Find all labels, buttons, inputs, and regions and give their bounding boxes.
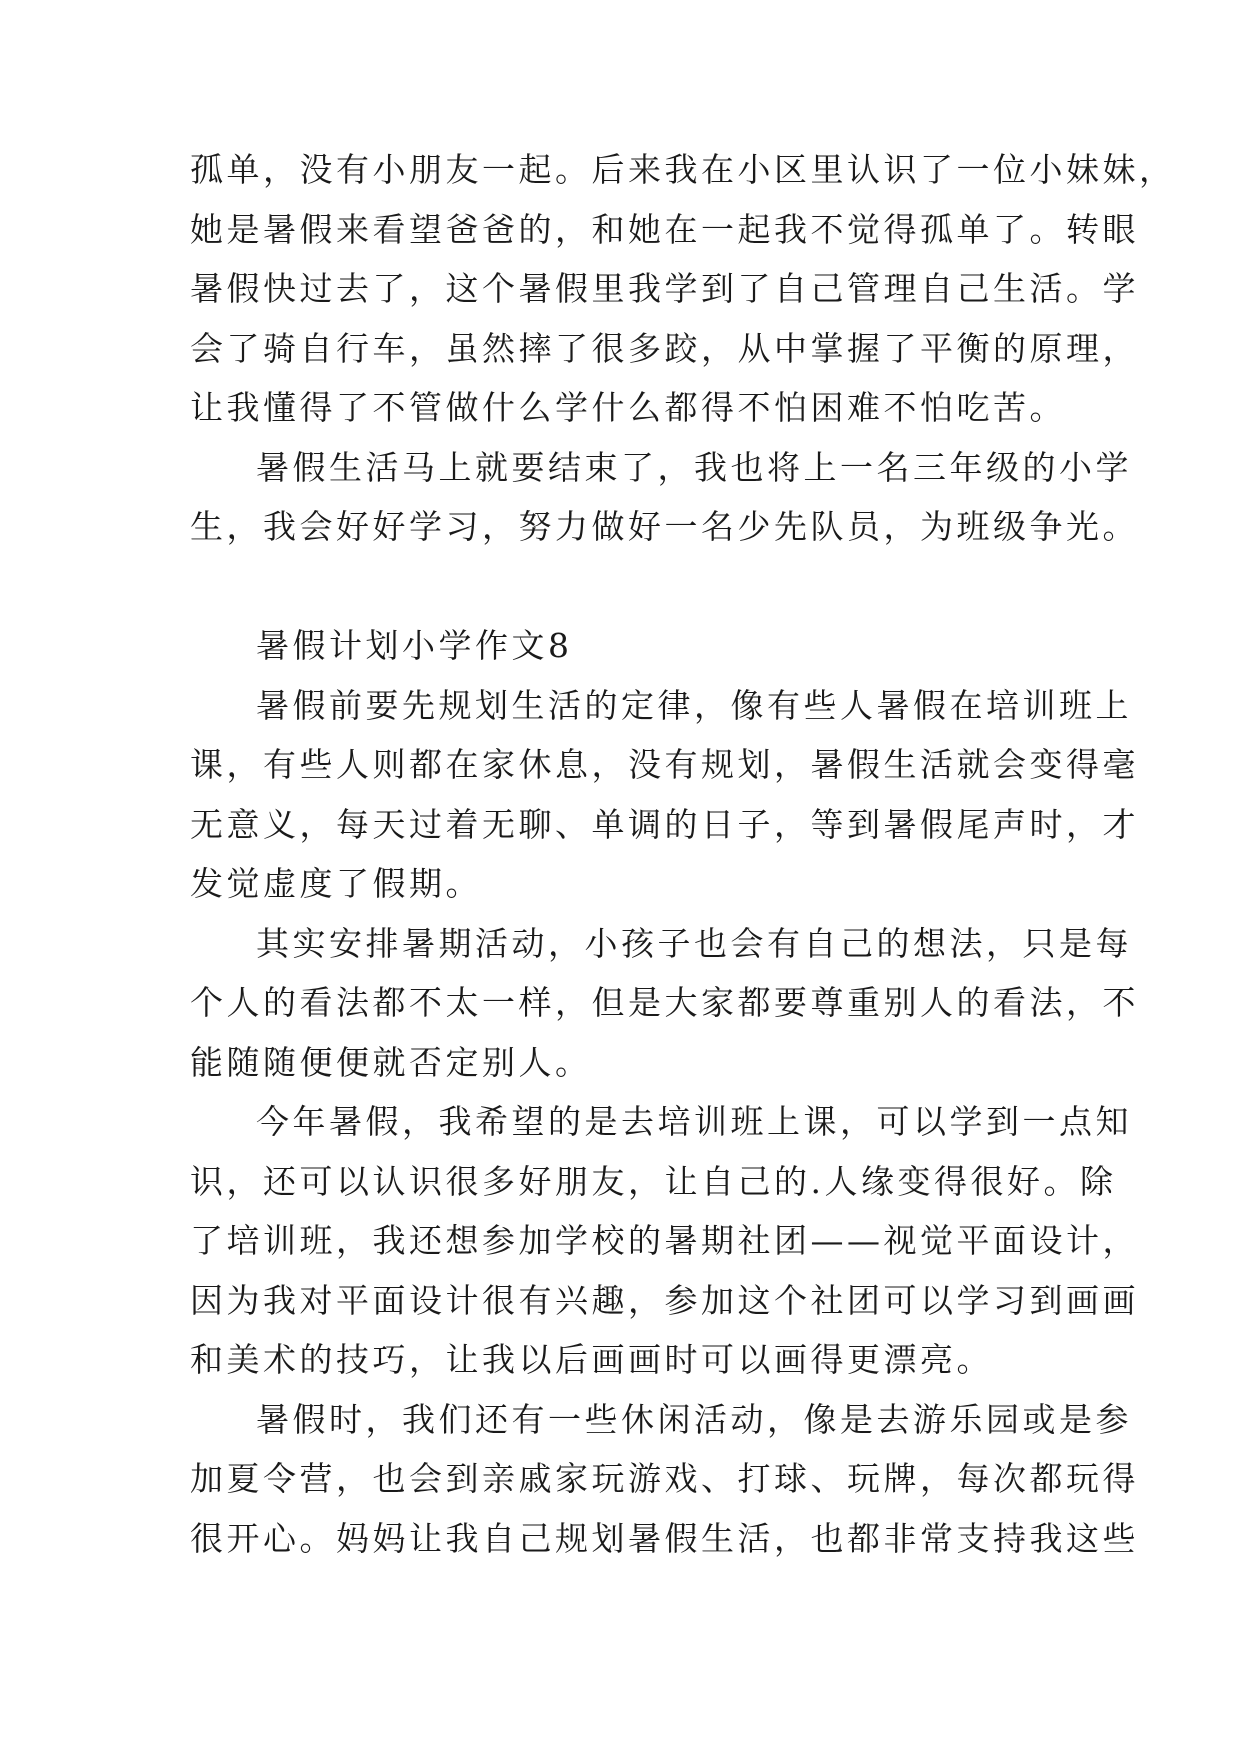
paragraph — [190, 140, 1176, 438]
text-line: 因为我对平面设计很有兴趣，参加这个社团可以学习到画画 — [190, 1280, 1139, 1320]
body-text-bottom — [190, 616, 1139, 1568]
text-line: 了培训班，我还想参加学校的暑期社团——视觉平面设计， — [190, 1221, 1139, 1260]
paragraph — [190, 438, 1139, 557]
text-line: 其实安排暑期活动，小孩子也会有自己的想法，只是每 — [256, 923, 1132, 963]
text-line: 识，还可以认识很多好朋友，让自己的.人缘变得很好。除 — [190, 1161, 1117, 1201]
text-line: 个人的看法都不太一样，但是大家都要尊重别人的看法，不 — [190, 983, 1139, 1022]
text-line: 让我懂得了不管做什么学什么都得不怕困难不怕吃苦。 — [190, 388, 1066, 427]
paragraph — [190, 1390, 1139, 1569]
text-line: 生，我会好好学习，努力做好一名少先队员，为班级争光。 — [190, 507, 1139, 546]
text-line: 和美术的技巧，让我以后画画时可以画得更漂亮。 — [190, 1340, 993, 1379]
paragraph — [190, 1092, 1139, 1390]
text-line: 课，有些人则都在家休息，没有规划，暑假生活就会变得毫 — [190, 745, 1139, 784]
paragraph — [190, 914, 1139, 1093]
text-line: 无意义，每天过着无聊、单调的日子，等到暑假尾声时，才 — [190, 804, 1139, 844]
section-heading: 暑假计划小学作文8 — [256, 626, 573, 665]
paragraph — [190, 676, 1139, 914]
body-text-top — [190, 140, 1176, 557]
text-line: 暑假生活马上就要结束了，我也将上一名三年级的小学 — [256, 447, 1132, 487]
text-line: 暑假时，我们还有一些休闲活动，像是去游乐园或是参 — [256, 1399, 1132, 1439]
text-line: 会了骑自行车，虽然摔了很多跤，从中掌握了平衡的原理， — [190, 328, 1139, 368]
text-line: 她是暑假来看望爸爸的，和她在一起我不觉得孤单了。转眼 — [190, 209, 1139, 249]
text-line: 暑假快过去了，这个暑假里我学到了自己管理自己生活。学 — [190, 269, 1139, 308]
text-line: 加夏令营，也会到亲戚家玩游戏、打球、玩牌，每次都玩得 — [190, 1459, 1139, 1498]
text-line: 很开心。妈妈让我自己规划暑假生活，也都非常支持我这些 — [190, 1518, 1139, 1558]
text-line: 发觉虚度了假期。 — [190, 864, 482, 903]
text-line: 能随随便便就否定别人。 — [190, 1042, 592, 1082]
text-line: 孤单，没有小朋友一起。后来我在小区里认识了一位小妹妹， — [190, 150, 1176, 189]
text-line: 今年暑假，我希望的是去培训班上课，可以学到一点知 — [256, 1102, 1132, 1141]
text-line: 暑假前要先规划生活的定律，像有些人暑假在培训班上 — [256, 685, 1132, 725]
